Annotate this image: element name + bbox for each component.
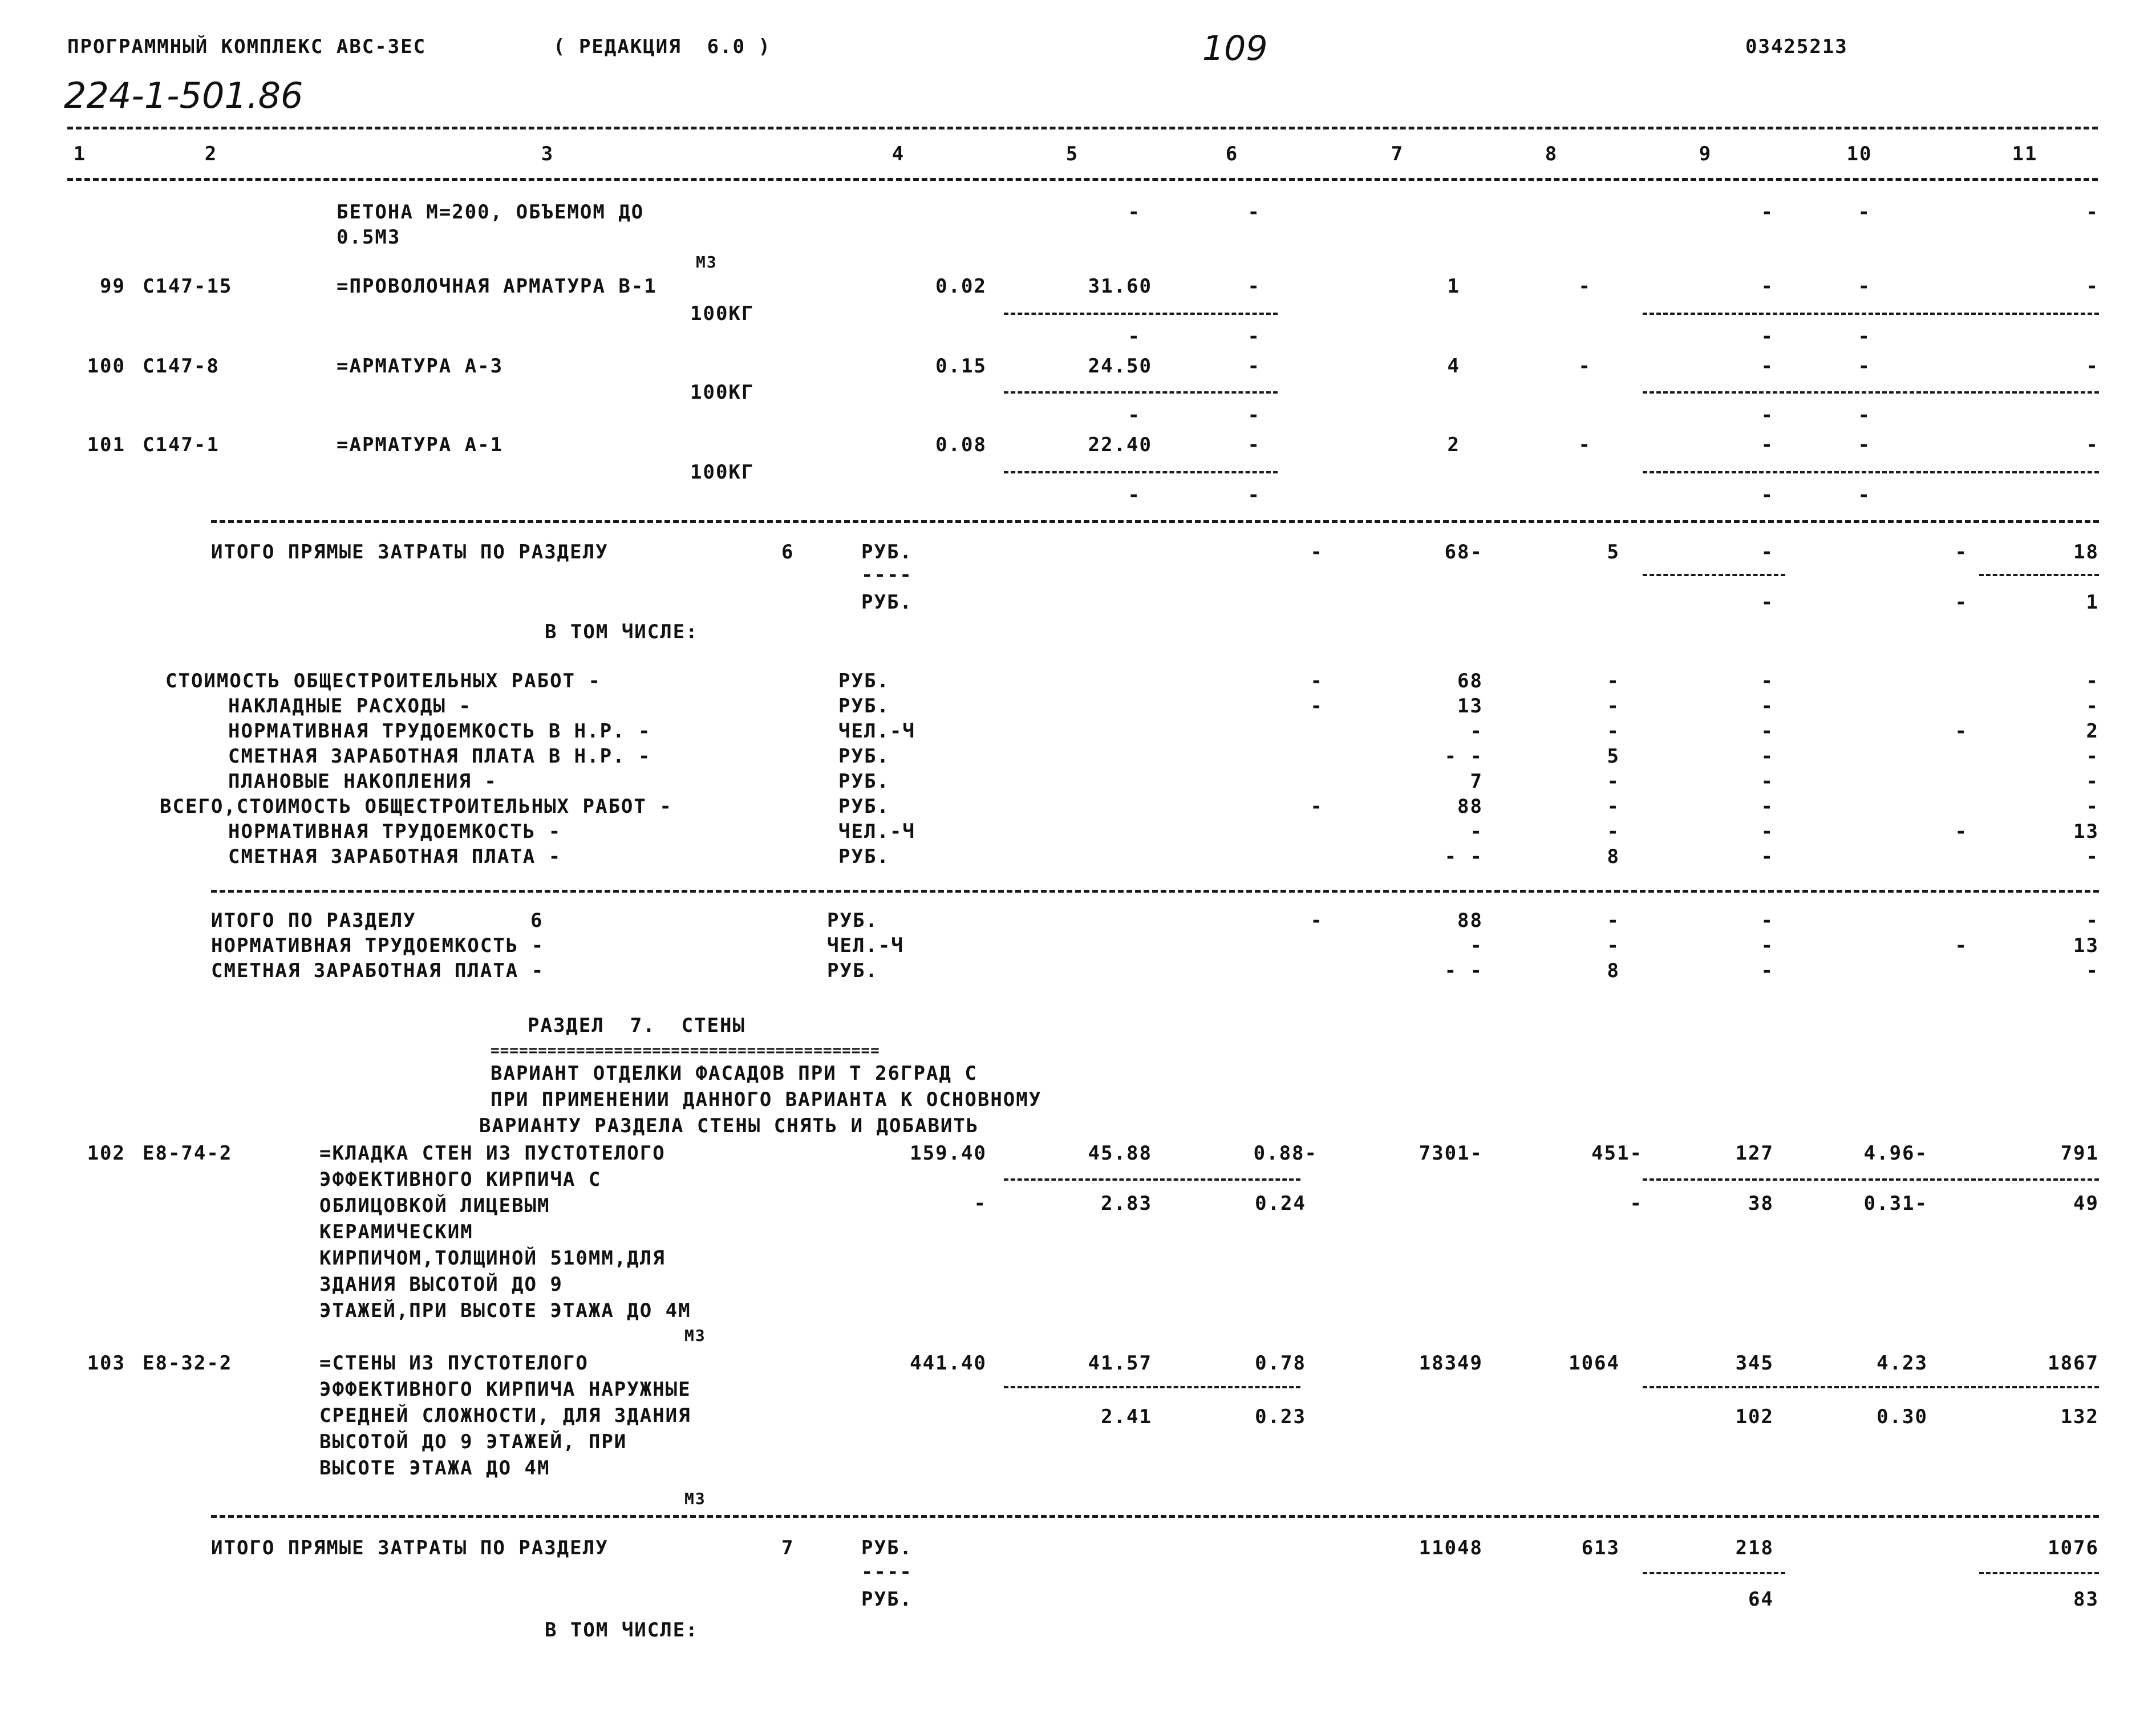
unit-label: РУБ. [861, 1537, 913, 1559]
cell-c7: 2 [1447, 433, 1460, 456]
cell-c9: - [1761, 541, 1774, 564]
section-number: 6 [781, 541, 795, 564]
cell-c6: 0.78 [1255, 1352, 1306, 1375]
unit-label: 100КГ [690, 302, 755, 325]
unit-label: РУБ. [838, 770, 890, 793]
cell-c8: 5 [1607, 745, 1620, 768]
cell-c7: - [1470, 720, 1483, 743]
cell-c9: - [1761, 934, 1774, 957]
cell-c10-wage: - [1955, 591, 1968, 614]
breakdown-label: НОРМАТИВНАЯ ТРУДОЕМКОСТЬ В Н.Р. - [228, 720, 651, 743]
cell-c10-wage: - [1858, 404, 1871, 427]
cell-c7: 11048 [1419, 1537, 1483, 1559]
cell-c11: - [2086, 670, 2099, 692]
cell-c7: 68 [1457, 670, 1483, 692]
cell-c7: 7301- [1419, 1142, 1483, 1165]
cell-c5: 45.88 [1088, 1142, 1152, 1165]
cell-c6: - [1310, 670, 1323, 692]
cell-c10-wage: - [1858, 325, 1871, 348]
cell-c4: 159.40 [910, 1142, 987, 1165]
cell-c10: - [1858, 433, 1871, 456]
cell-c7: 88 [1457, 909, 1483, 932]
cell-c8: 8 [1607, 959, 1620, 982]
cell-c11: 791 [2060, 1142, 2099, 1165]
item-name-line: ВЫСОТОЙ ДО 9 ЭТАЖЕЙ, ПРИ [319, 1431, 627, 1453]
item-name-line: КИРПИЧОМ,ТОЛЩИНОЙ 510ММ,ДЛЯ [319, 1247, 666, 1270]
cell-c8-wage: - [1630, 1192, 1643, 1215]
cell-c10: 4.96- [1863, 1142, 1928, 1165]
cell-c10: - [1858, 355, 1871, 378]
cell-c6: - [1247, 355, 1261, 378]
item-name-line: =КЛАДКА СТЕН ИЗ ПУСТОТЕЛОГО [319, 1142, 666, 1165]
cell-c8: - [1607, 934, 1620, 957]
item-name-line: ЗДАНИЯ ВЫСОТОЙ ДО 9 [319, 1273, 563, 1296]
cell-c4: 441.40 [910, 1352, 987, 1375]
cell-c5: - [1128, 201, 1141, 224]
cell-c7: 1 [1447, 275, 1460, 298]
cell-c11: - [2086, 433, 2099, 456]
cell-c10-wage: - [1858, 484, 1871, 507]
cell-c8: - [1607, 820, 1620, 843]
item-name-line: ЭТАЖЕЙ,ПРИ ВЫСОТЕ ЭТАЖА ДО 4М [319, 1299, 691, 1322]
cell-c11: 1867 [2048, 1352, 2099, 1375]
section-note: ВАРИАНТ ОТДЕЛКИ ФАСАДОВ ПРИ Т 26ГРАД С [491, 1062, 978, 1085]
unit-label: РУБ. [861, 1588, 913, 1611]
cell-c11: - [2086, 355, 2099, 378]
cell-c8: - [1607, 695, 1620, 718]
total-label: ИТОГО ПРЯМЫЕ ЗАТРАТЫ ПО РАЗДЕЛУ [211, 1537, 609, 1559]
cell-c9: - [1761, 770, 1774, 793]
cell-c7: - - [1444, 845, 1483, 868]
subtotal-rule [1004, 1386, 1300, 1388]
cell-c11: - [2086, 745, 2099, 768]
subtotal-rule [1004, 313, 1278, 315]
total-label: ИТОГО ПРЯМЫЕ ЗАТРАТЫ ПО РАЗДЕЛУ [211, 541, 609, 564]
cell-c4: 0.02 [935, 275, 987, 298]
item-text: БЕТОНА М=200, ОБЪЕМОМ ДО [337, 201, 645, 224]
subtotal-rule [1643, 1386, 2099, 1388]
rate-code: С147-1 [143, 433, 220, 456]
cell-c9: - [1761, 909, 1774, 932]
summary-label: ИТОГО ПО РАЗДЕЛУ [211, 909, 416, 932]
unit-label: РУБ. [827, 959, 878, 982]
cell-c8: 8 [1607, 845, 1620, 868]
item-name-line: ВЫСОТЕ ЭТАЖА ДО 4М [319, 1457, 550, 1480]
cell-c11-wage: 83 [2073, 1588, 2099, 1611]
column-header: 8 [1545, 143, 1558, 165]
cell-c7: 18349 [1419, 1352, 1483, 1375]
breakdown-label: СТОИМОСТЬ ОБЩЕСТРОИТЕЛЬНЫХ РАБОТ - [165, 670, 601, 692]
cell-c9: 345 [1735, 1352, 1774, 1375]
cell-c11: - [2086, 795, 2099, 818]
row-number: 99 [100, 275, 125, 298]
cell-c6: - [1310, 541, 1323, 564]
cell-c9: - [1761, 795, 1774, 818]
item-name: =АРМАТУРА А-1 [337, 433, 504, 456]
cell-c6-wage: - [1247, 404, 1261, 427]
cell-c7: - - [1444, 959, 1483, 982]
column-header: 3 [541, 143, 554, 165]
cell-c10: - [1955, 541, 1968, 564]
unit-label: РУБ. [838, 745, 890, 768]
cell-c10: - [1858, 275, 1871, 298]
unit-label: М3 [696, 253, 718, 272]
total-rule [211, 1515, 2099, 1518]
cell-c9: - [1761, 959, 1774, 982]
column-header: 2 [204, 143, 218, 165]
cell-c9: - [1761, 845, 1774, 868]
unit-label: РУБ. [838, 695, 890, 718]
document-code: 03425213 [1745, 35, 1848, 58]
column-header: 11 [2012, 143, 2038, 165]
subtotal-rule [1643, 574, 1785, 576]
column-header: 7 [1391, 143, 1404, 165]
cell-c11: 2 [2086, 720, 2099, 743]
item-name-line: СРЕДНЕЙ СЛОЖНОСТИ, ДЛЯ ЗДАНИЯ [319, 1404, 691, 1427]
cell-c11: 13 [2073, 934, 2099, 957]
row-number: 100 [87, 355, 125, 378]
row-number: 103 [87, 1352, 125, 1375]
cell-c6: 0.88- [1253, 1142, 1318, 1165]
section-number: 6 [530, 909, 544, 932]
cell-c9-wage: - [1761, 484, 1774, 507]
unit-dashes: ---- [861, 564, 913, 586]
cell-c9: - [1761, 433, 1774, 456]
subtotal-rule [1643, 1178, 2099, 1181]
breakdown-label: НОРМАТИВНАЯ ТРУДОЕМКОСТЬ - [228, 820, 562, 843]
section-underline: ========================================= [491, 1042, 880, 1059]
unit-label: 100КГ [690, 461, 755, 484]
summary-label: НОРМАТИВНАЯ ТРУДОЕМКОСТЬ - [211, 934, 545, 957]
cell-c5-wage: - [1128, 484, 1141, 507]
subtotal-rule [1979, 1572, 2099, 1574]
cell-c7: 4 [1447, 355, 1460, 378]
cell-c7: 13 [1457, 695, 1483, 718]
cell-c9: - [1761, 720, 1774, 743]
cell-c6-wage: 0.23 [1255, 1405, 1306, 1428]
cell-c11-wage: 132 [2060, 1405, 2099, 1428]
subtotal-rule [1643, 471, 2099, 473]
cell-c6: - [1247, 201, 1261, 224]
row-number: 101 [87, 433, 125, 456]
cell-c5: 41.57 [1088, 1352, 1152, 1375]
cell-c6: - [1247, 433, 1261, 456]
cell-c9: - [1761, 820, 1774, 843]
program-title: ПРОГРАММНЫЙ КОМПЛЕКС АВС-3ЕС [67, 35, 427, 58]
cell-c11-wage: 1 [2086, 591, 2099, 614]
unit-label: РУБ. [827, 909, 878, 932]
item-name: =АРМАТУРА А-3 [337, 355, 504, 378]
cell-c7: - [1470, 820, 1483, 843]
cell-c9: - [1761, 275, 1774, 298]
subtotal-rule [1643, 313, 2099, 315]
unit-label: РУБ. [861, 541, 913, 564]
cell-c11: 13 [2073, 820, 2099, 843]
cell-c9: - [1761, 745, 1774, 768]
cell-c5: 22.40 [1088, 433, 1152, 456]
edition-label: ( РЕДАКЦИЯ 6.0 ) [553, 35, 771, 58]
column-header: 1 [73, 143, 87, 165]
unit-label: М3 [684, 1326, 706, 1345]
cell-c9: 218 [1735, 1537, 1774, 1559]
section-note: ПРИ ПРИМЕНЕНИИ ДАННОГО ВАРИАНТА К ОСНОВНОМУ [491, 1088, 1042, 1111]
cell-c9-wage: 64 [1748, 1588, 1774, 1611]
cell-c8: - [1578, 275, 1591, 298]
section-heading: РАЗДЕЛ 7. СТЕНЫ [528, 1014, 745, 1037]
item-name-line: ЭФФЕКТИВНОГО КИРПИЧА НАРУЖНЫЕ [319, 1378, 691, 1401]
cell-c11: 1076 [2048, 1537, 2099, 1559]
cell-c6-wage: - [1247, 325, 1261, 348]
cell-c8: - [1607, 795, 1620, 818]
cell-c8: - [1607, 670, 1620, 692]
unit-label: ЧЕЛ.-Ч [838, 820, 915, 843]
cell-c9-wage: - [1761, 591, 1774, 614]
section-note: ВАРИАНТУ РАЗДЕЛА СТЕНЫ СНЯТЬ И ДОБАВИТЬ [479, 1115, 979, 1137]
cell-c10: 4.23 [1877, 1352, 1928, 1375]
cell-c8: - [1607, 720, 1620, 743]
column-header: 9 [1699, 143, 1712, 165]
subtotal-rule [1979, 574, 2099, 576]
cell-c6: - [1310, 695, 1323, 718]
cell-c11: - [2086, 695, 2099, 718]
cell-c11: - [2086, 845, 2099, 868]
item-text: 0.5М3 [337, 226, 401, 249]
cell-c7: 68- [1444, 541, 1483, 564]
header-rule-top [67, 127, 2098, 129]
including-label: В ТОМ ЧИСЛЕ: [545, 621, 699, 643]
rate-code: С147-8 [143, 355, 220, 378]
subtotal-rule [1004, 471, 1278, 473]
cell-c7: - [1470, 934, 1483, 957]
column-header: 4 [891, 143, 905, 165]
unit-label: ЧЕЛ.-Ч [827, 934, 904, 957]
cell-c11: - [2086, 770, 2099, 793]
column-header: 10 [1846, 143, 1873, 165]
cell-c8: 613 [1581, 1537, 1620, 1559]
summary-label: СМЕТНАЯ ЗАРАБОТНАЯ ПЛАТА - [211, 959, 545, 982]
cell-c4-wage: - [974, 1192, 987, 1215]
cell-c6-wage: - [1247, 484, 1261, 507]
cell-c9-wage: - [1761, 404, 1774, 427]
item-name-line: ОБЛИЦОВКОЙ ЛИЦЕВЫМ [319, 1194, 550, 1217]
item-name-line: =СТЕНЫ ИЗ ПУСТОТЕЛОГО [319, 1352, 589, 1375]
rate-code: С147-15 [143, 275, 233, 298]
cell-c8: - [1578, 433, 1591, 456]
cell-c4: 0.08 [935, 433, 987, 456]
breakdown-label: НАКЛАДНЫЕ РАСХОДЫ - [228, 695, 472, 718]
total-rule [211, 890, 2099, 893]
cell-c6: - [1310, 795, 1323, 818]
cell-c5: 24.50 [1088, 355, 1152, 378]
subtotal-rule [1004, 391, 1278, 394]
including-label: В ТОМ ЧИСЛЕ: [545, 1619, 699, 1642]
item-name: =ПРОВОЛОЧНАЯ АРМАТУРА В-1 [337, 275, 657, 298]
cell-c11: - [2086, 959, 2099, 982]
cell-c8: - [1607, 909, 1620, 932]
cell-c8: - [1607, 770, 1620, 793]
unit-label: 100КГ [690, 381, 755, 404]
unit-label: М3 [684, 1489, 706, 1508]
cell-c7: - - [1444, 745, 1483, 768]
cell-c10: - [1858, 201, 1871, 224]
column-header: 6 [1225, 143, 1239, 165]
breakdown-label: СМЕТНАЯ ЗАРАБОТНАЯ ПЛАТА В Н.Р. - [228, 745, 651, 768]
cell-c9: - [1761, 695, 1774, 718]
rate-code: Е8-74-2 [143, 1142, 233, 1165]
unit-label: РУБ. [838, 845, 890, 868]
cell-c8: 451- [1591, 1142, 1643, 1165]
cell-c8: 1064 [1569, 1352, 1620, 1375]
header-rule-bottom [67, 178, 2098, 181]
unit-dashes: ---- [861, 1561, 913, 1583]
cell-c5-wage: - [1128, 325, 1141, 348]
cell-c8: - [1578, 355, 1591, 378]
cell-c11: - [2086, 201, 2099, 224]
rate-code: Е8-32-2 [143, 1352, 233, 1375]
breakdown-label: ПЛАНОВЫЕ НАКОПЛЕНИЯ - [228, 770, 497, 793]
unit-label: ЧЕЛ.-Ч [838, 720, 915, 743]
cell-c10: - [1955, 820, 1968, 843]
breakdown-label: СМЕТНАЯ ЗАРАБОТНАЯ ПЛАТА - [228, 845, 562, 868]
cell-c9-wage: - [1761, 325, 1774, 348]
unit-label: РУБ. [838, 670, 890, 692]
cell-c11: - [2086, 909, 2099, 932]
cell-c10-wage: 0.30 [1877, 1405, 1928, 1428]
page-number: 109 [1202, 29, 1268, 68]
total-rule [211, 520, 2099, 523]
cell-c11-wage: 49 [2073, 1192, 2099, 1215]
cell-c6: - [1247, 275, 1261, 298]
unit-label: РУБ. [838, 795, 890, 818]
cell-c9: - [1761, 201, 1774, 224]
cell-c4: 0.15 [935, 355, 987, 378]
item-name-line: КЕРАМИЧЕСКИМ [319, 1221, 473, 1243]
cell-c6: - [1310, 909, 1323, 932]
subtotal-rule [1643, 391, 2099, 394]
subtotal-rule [1643, 1572, 1785, 1574]
column-header: 5 [1065, 143, 1079, 165]
cell-c10: - [1955, 720, 1968, 743]
cell-c5: 31.60 [1088, 275, 1152, 298]
cell-c9: - [1761, 355, 1774, 378]
cell-c9: - [1761, 670, 1774, 692]
cell-c6-wage: 0.24 [1255, 1192, 1306, 1215]
cell-c5-wage: 2.41 [1101, 1405, 1152, 1428]
breakdown-label: ВСЕГО,СТОИМОСТЬ ОБЩЕСТРОИТЕЛЬНЫХ РАБОТ - [160, 795, 672, 818]
section-number: 7 [781, 1537, 795, 1559]
cell-c10-wage: 0.31- [1863, 1192, 1928, 1215]
cell-c8: 5 [1607, 541, 1620, 564]
cell-c7: 7 [1470, 770, 1483, 793]
cell-c9: 127 [1735, 1142, 1774, 1165]
cell-c7: 88 [1457, 795, 1483, 818]
cell-c10: - [1955, 934, 1968, 957]
cell-c11: 18 [2073, 541, 2099, 564]
unit-label: РУБ. [861, 591, 913, 614]
project-number: 224-1-501.86 [64, 75, 303, 116]
cell-c11: - [2086, 275, 2099, 298]
item-name-line: ЭФФЕКТИВНОГО КИРПИЧА С [319, 1168, 602, 1191]
subtotal-rule [1004, 1178, 1300, 1181]
cell-c5-wage: - [1128, 404, 1141, 427]
cell-c9-wage: 102 [1735, 1405, 1774, 1428]
row-number: 102 [87, 1142, 125, 1165]
cell-c9-wage: 38 [1748, 1192, 1774, 1215]
cell-c5-wage: 2.83 [1101, 1192, 1152, 1215]
